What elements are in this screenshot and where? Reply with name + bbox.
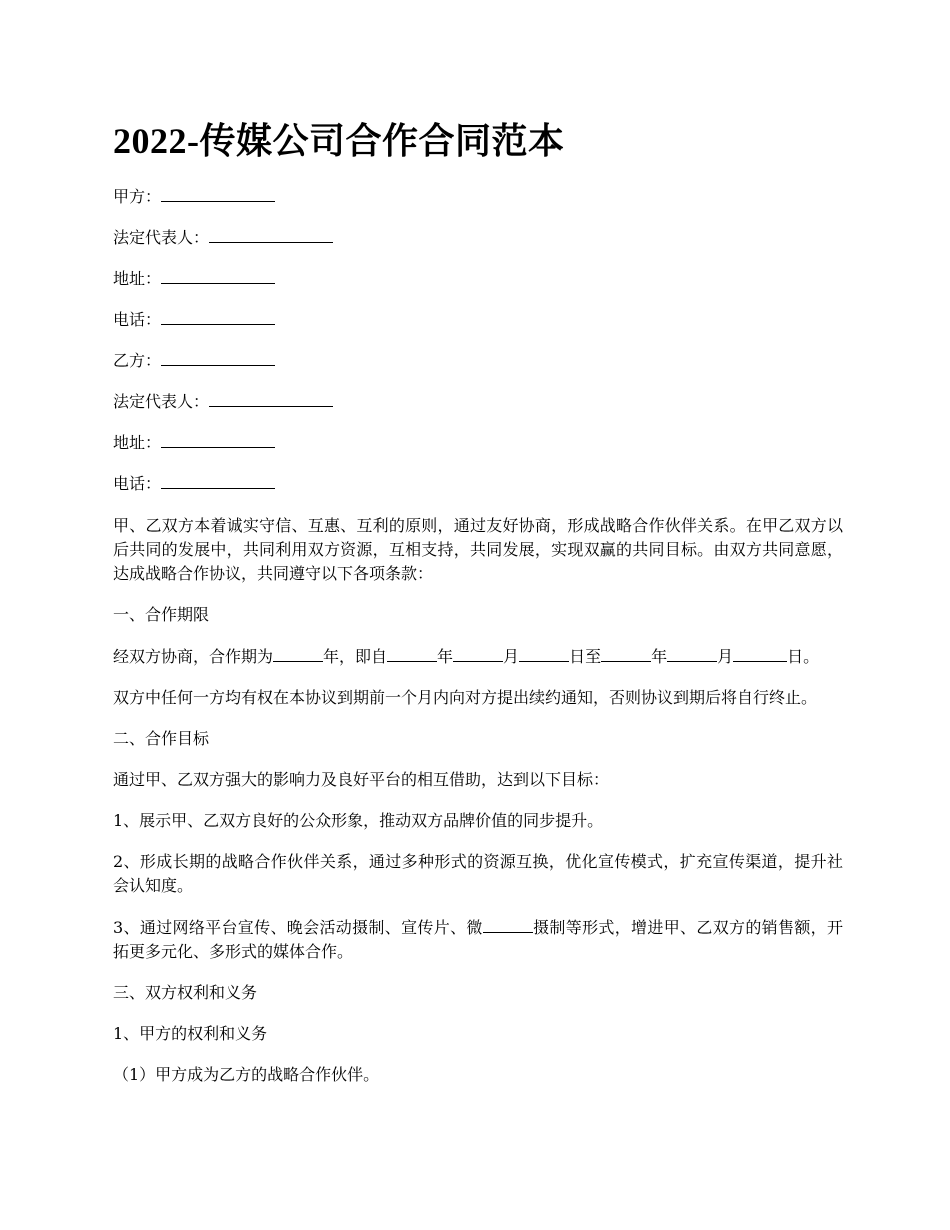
fill-blank xyxy=(387,644,437,662)
term-text: 月 xyxy=(503,647,520,666)
section-heading-rights: 三、双方权利和义务 xyxy=(113,983,258,1002)
goal-item-3 xyxy=(113,915,843,964)
field-label: 地址： xyxy=(113,269,162,288)
section-heading-goals: 二、合作目标 xyxy=(113,729,210,748)
fill-blank xyxy=(273,644,323,662)
party-a-phone-field xyxy=(113,307,333,348)
fill-blank xyxy=(161,471,275,489)
term-text: 月 xyxy=(717,647,734,666)
term-text: 日。 xyxy=(787,647,820,666)
goal-item-1: 1、展示甲、乙双方良好的公众形象，推动双方品牌价值的同步提升。 xyxy=(113,811,604,830)
document-title: 2022-传媒公司合作合同范本 xyxy=(113,121,565,161)
fill-blank xyxy=(667,644,717,662)
party-b-address-field xyxy=(113,430,333,471)
term-text: 年，即自 xyxy=(323,647,388,666)
field-label: 地址： xyxy=(113,433,162,452)
party-b-phone-field xyxy=(113,471,333,512)
party-a-rep-field xyxy=(113,225,333,266)
party-b-field xyxy=(113,348,333,389)
fill-blank xyxy=(453,644,503,662)
fill-blank xyxy=(777,644,787,662)
fill-blank xyxy=(519,644,569,662)
term-text: 年 xyxy=(437,647,454,666)
field-label: 法定代表人： xyxy=(113,392,210,411)
contract-body xyxy=(113,514,843,1104)
fill-blank xyxy=(733,644,777,662)
goal-text: 摄制等形式，增进甲、乙双方的销售额，开拓更多元化、多形式的媒体合作。 xyxy=(113,918,843,961)
fill-blank xyxy=(209,225,333,243)
fill-blank xyxy=(601,644,651,662)
fill-blank xyxy=(161,348,275,366)
fill-blank xyxy=(161,184,275,202)
party-b-rep-field xyxy=(113,389,333,430)
intro-paragraph: 甲、乙双方本着诚实守信、互惠、互利的原则，通过友好协商，形成战略合作伙伴关系。在甲乙双方以后共同的发展中，共同利用双方资源，互相支持，共同发展，实现双赢的共同目标。由双方共同意愿，达成战略合作协议，共同遵守以下各项条款： xyxy=(113,516,843,583)
goals-intro: 通过甲、乙双方强大的影响力及良好平台的相互借助，达到以下目标： xyxy=(113,770,610,789)
renewal-paragraph: 双方中任何一方均有权在本协议到期前一个月内向对方提出续约通知，否则协议到期后将自行终止。 xyxy=(113,688,818,707)
field-label: 甲方： xyxy=(113,187,162,206)
field-label: 电话： xyxy=(113,474,162,493)
term-text: 年 xyxy=(651,647,668,666)
term-paragraph xyxy=(113,644,843,669)
term-text: 经双方协商，合作期为 xyxy=(113,647,274,666)
goal-item-2: 2、形成长期的战略合作伙伴关系，通过多种形式的资源互换，优化宣传模式，扩充宣传渠道，提升社会认知度。 xyxy=(113,852,843,895)
party-a-field xyxy=(113,184,333,225)
fill-blank xyxy=(161,307,275,325)
rights-item-1: （1）甲方成为乙方的战略合作伙伴。 xyxy=(113,1065,380,1084)
subheading-party-a-rights: 1、甲方的权利和义务 xyxy=(113,1024,268,1043)
fill-blank xyxy=(161,266,275,284)
field-label: 乙方： xyxy=(113,351,162,370)
goal-text: 3、通过网络平台宣传、晚会活动摄制、宣传片、微 xyxy=(113,918,483,937)
fill-blank xyxy=(209,389,333,407)
field-label: 电话： xyxy=(113,310,162,329)
field-label: 法定代表人： xyxy=(113,228,210,247)
fill-blank xyxy=(161,430,275,448)
fill-blank xyxy=(483,915,533,933)
party-a-address-field xyxy=(113,266,333,307)
section-heading-term: 一、合作期限 xyxy=(113,605,210,624)
term-text: 日至 xyxy=(569,647,602,666)
party-fields xyxy=(113,184,333,512)
